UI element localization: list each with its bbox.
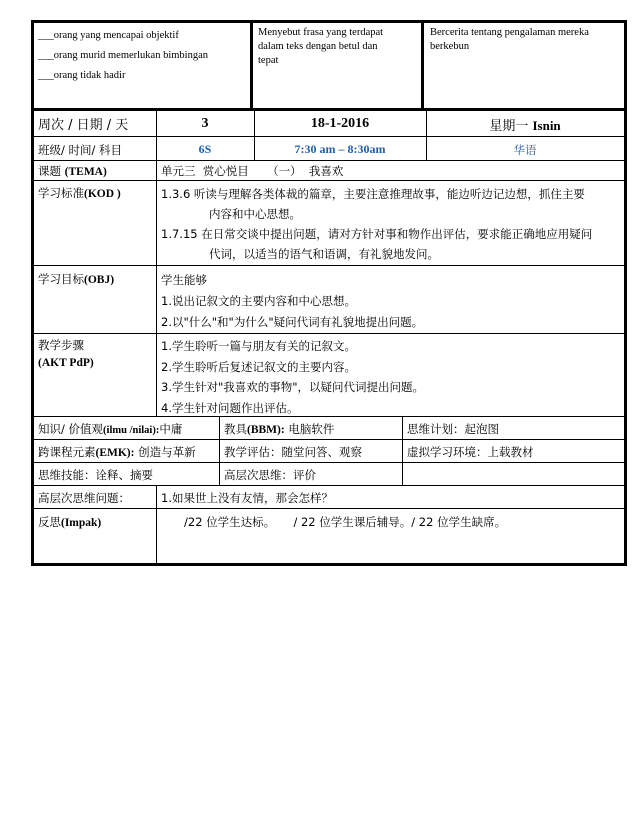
objective-line-2: 1.说出记叙文的主要内容和中心思想。 xyxy=(161,294,356,308)
hots-question-label: 高层次思维问题： xyxy=(38,491,130,505)
class-value: 6S xyxy=(198,142,212,156)
bbm-value: 电脑软件 xyxy=(288,422,335,436)
objective-content xyxy=(157,268,623,335)
top-col1 xyxy=(34,24,248,88)
values-label-ms: (ilmu /nilai): xyxy=(103,425,160,436)
objective-label-ms: (OBJ) xyxy=(84,274,115,286)
thinking-skill: 思维技能：诠释、摘要 xyxy=(38,468,153,482)
thinking-map: 思维计划：起泡图 xyxy=(407,422,499,436)
topic-value: 单元三 赏心悦目 （一） 我喜欢 xyxy=(161,164,344,178)
standard-line-1: 1.3.6 听读与理解各类体裁的篇章，主要注意推理故事，能边听边记边想，抓住主要 xyxy=(161,187,585,201)
top-divider-2 xyxy=(421,20,424,110)
emk-label-cn: 跨课程元素 xyxy=(38,445,96,459)
step-3: 3.学生针对"我喜欢的事物"，以疑问代词提出问题。 xyxy=(161,380,425,394)
virtual-env-cell: 虚拟学习环境：上载教材 xyxy=(407,445,534,459)
col3-line-2: berkebun xyxy=(430,41,470,52)
standard-line-4: 代词，以适当的语气和语调，有礼貌地发问。 xyxy=(209,247,439,261)
standard-label-ms: (KOD ) xyxy=(84,188,121,200)
top-bottom-border xyxy=(31,108,627,111)
col2-line-1: Menyebut frasa yang terdapat xyxy=(258,27,384,38)
assessment-cell: 教学评估：随堂问答、观察 xyxy=(224,445,362,459)
week-date-day-label: 周次 / 日期 / 天 xyxy=(38,118,129,133)
div xyxy=(402,462,403,485)
standard-line-2: 内容和中心思想。 xyxy=(209,207,301,221)
objective-label xyxy=(34,268,154,291)
objective-label-cn: 学习目标 xyxy=(38,272,84,286)
col2-line-3: tepat xyxy=(258,55,279,66)
day-value xyxy=(427,115,623,138)
objective-line-3: 2.以"什么"和"为什么"疑问代词有礼貌地提出问题。 xyxy=(161,315,424,329)
values-label-cn: 知识/ 价值观 xyxy=(38,422,104,436)
top-divider-1 xyxy=(250,20,253,110)
step-2: 2.学生聆听后复述记叙文的主要内容。 xyxy=(161,359,356,374)
bbm-label-cn: 教具 xyxy=(224,422,247,436)
col2-line-2: dalam teks dengan betul dan xyxy=(258,41,378,52)
hots-level: 高层次思维：评价 xyxy=(224,468,316,482)
subject-value: 华语 xyxy=(513,143,537,157)
topic-label-ms: (TEMA) xyxy=(64,166,107,178)
impak-value: /22 位学生达标。 / 22 位学生课后辅导。/ 22 位学生缺席。 xyxy=(184,515,507,529)
standard-label xyxy=(34,182,154,205)
date-value: 18-1-2016 xyxy=(310,116,370,131)
impak-label xyxy=(34,511,154,534)
steps-label-cn: 教学步骤 xyxy=(38,338,84,352)
bbm-label-ms: (BBM): xyxy=(247,424,285,436)
objective-line-1: 学生能够 xyxy=(161,273,207,287)
values-cell xyxy=(34,418,218,442)
steps-label xyxy=(34,334,154,374)
topic-label-cn: 课题 xyxy=(38,164,61,178)
col3-line-1: Bercerita tentang pengalaman mereka xyxy=(430,27,589,38)
values-value: 中庸 xyxy=(159,422,183,436)
emk-label-ms: (EMK): xyxy=(95,447,135,459)
bbm-cell xyxy=(220,418,401,441)
criteria-line-2: ___orang murid memerlukan bimbingan xyxy=(38,50,209,61)
topic-label xyxy=(34,160,154,183)
step-4: 4.学生针对问题作出评估。 xyxy=(161,400,299,415)
impak-label-cn: 反思 xyxy=(38,515,61,529)
steps-content xyxy=(157,334,623,420)
standard-line-3: 1.7.15 在日常交谈中提出问题，请对方针对事和物作出评估，要求能正确地应用疑问 xyxy=(161,227,593,241)
impak-label-ms: (Impak) xyxy=(61,517,102,529)
standard-content xyxy=(157,182,625,266)
class-time-subject-label: 班级/ 时间/ 科目 xyxy=(38,143,123,157)
criteria-line-3: ___orang tidak hadir xyxy=(38,70,126,81)
day-ms: Isnin xyxy=(532,118,561,133)
top-col3 xyxy=(426,24,624,56)
emk-value: 创造与革新 xyxy=(138,445,196,459)
day-cn: 星期一 xyxy=(489,119,529,134)
emk-cell xyxy=(34,441,218,464)
hots-question-value: 1.如果世上没有友情，那会怎样？ xyxy=(161,491,333,505)
week-number: 3 xyxy=(201,116,209,131)
criteria-line-1: ___orang yang mencapai objektif xyxy=(38,30,179,41)
div xyxy=(156,508,157,566)
steps-label-ms: (AKT PdP) xyxy=(38,357,94,369)
standard-label-cn: 学习标准 xyxy=(38,186,84,200)
step-1: 1.学生聆听一篇与朋友有关的记叙文。 xyxy=(161,339,356,353)
time-value: 7:30 am – 8:30am xyxy=(294,142,386,156)
top-col2 xyxy=(254,24,420,70)
